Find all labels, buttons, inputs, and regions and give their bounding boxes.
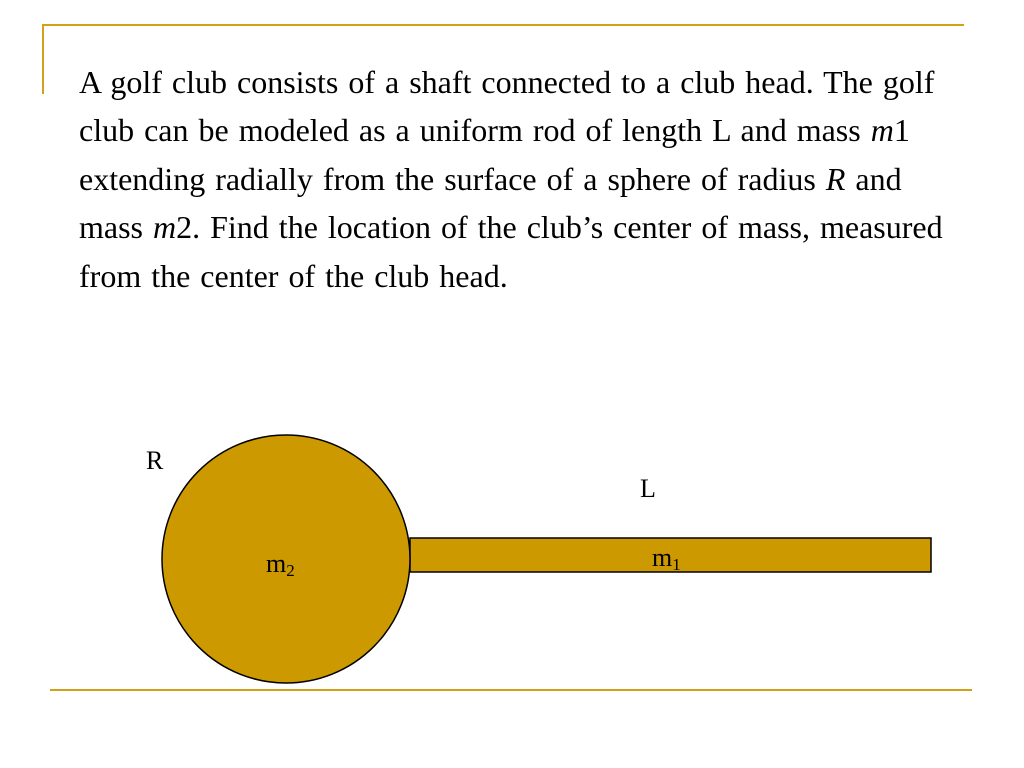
rod-mass-base: m bbox=[652, 543, 673, 572]
rod-mass-subscript: 1 bbox=[672, 555, 681, 574]
bottom-rule bbox=[50, 689, 972, 691]
problem-text-part2: extending radially from the surface of a sphere of radius bbox=[79, 160, 826, 197]
problem-text-part1: A golf club consists of a shaft connected to a club head. The golf club can be modeled as a uniform rod of length L and mass bbox=[79, 64, 935, 149]
radius-label: R bbox=[146, 446, 164, 475]
var-r: R bbox=[825, 160, 846, 197]
problem-text-part4: . Find the location of the club’s center of mass, measured from the center of the club head. bbox=[79, 209, 943, 294]
rod-mass-label bbox=[652, 543, 681, 574]
sphere-mass-subscript: 2 bbox=[286, 561, 295, 580]
sphere-mass-label bbox=[266, 549, 295, 580]
length-label: L bbox=[640, 474, 656, 503]
var-m1: m bbox=[870, 112, 894, 149]
sphere-mass-base: m bbox=[266, 549, 287, 578]
var-m2: m bbox=[153, 209, 177, 246]
var-m1-number: 1 bbox=[893, 112, 910, 149]
problem-text-part3: and mass bbox=[79, 160, 902, 246]
var-m2-number: 2 bbox=[176, 209, 193, 246]
